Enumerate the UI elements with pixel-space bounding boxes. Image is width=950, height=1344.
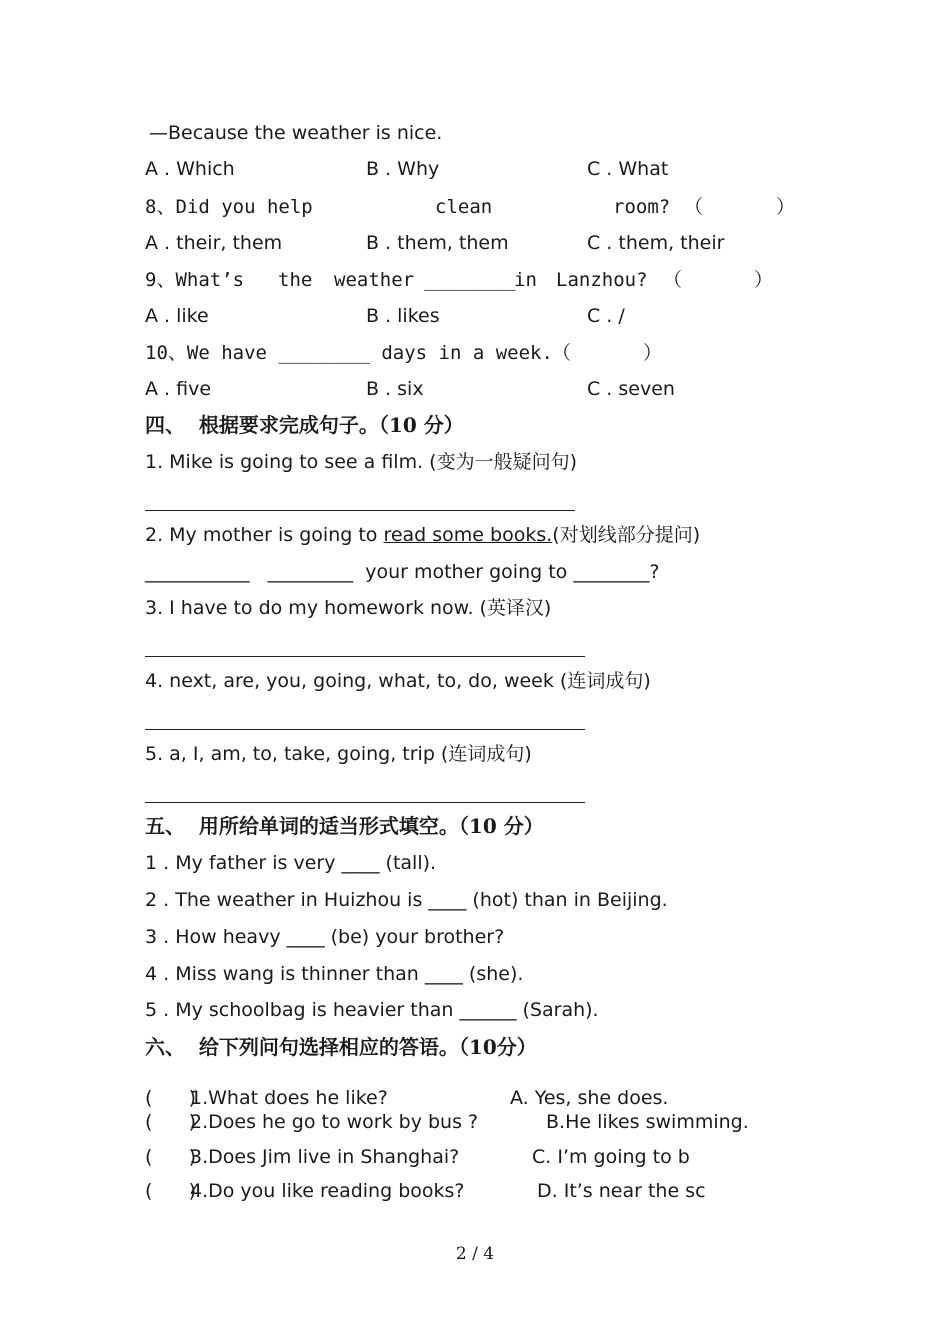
s6-row-1-paren: ( ) — [145, 1087, 197, 1109]
s4-q3: 3. I have to do my homework now. (英译汉) — [145, 597, 552, 619]
s6-row-1-question: 1.What does he like? — [190, 1087, 388, 1109]
section5-heading: 五、 用所给单词的适当形式填空。（10 分） — [145, 814, 544, 838]
s4-q4: 4. next, are, you, going, what, to, do, week (连词成句) — [145, 670, 651, 692]
s6-row-4-question: 4.Do you like reading books? — [190, 1180, 465, 1202]
q9-num: 9、What’s — [145, 269, 245, 291]
q9-weather: weather — [334, 269, 415, 291]
q8-stem: 8、Did you help — [145, 196, 313, 218]
s6-row-3-question: 3.Does Jim live in Shanghai? — [190, 1146, 460, 1168]
q8-option-a: A . their, them — [145, 232, 283, 254]
s6-row-2-question: 2.Does he go to work by bus ? — [190, 1111, 479, 1133]
q7-option-c: C . What — [587, 158, 669, 180]
s4-q2-fill: ___________ _________ your mother going to ________? — [145, 561, 660, 583]
s4-q2 — [145, 523, 700, 547]
s6-row-4-answer: D. It’s near the sc — [537, 1180, 706, 1202]
s6-row-2-paren: ( ) — [145, 1111, 197, 1133]
q9-option-c: C . / — [587, 305, 625, 327]
s4-q1-answer-line — [145, 510, 575, 511]
s6-row-2-answer: B.He likes swimming. — [546, 1111, 749, 1133]
q9-lanzhou: Lanzhou? — [556, 269, 648, 291]
s5-item-4: 4 . Miss wang is thinner than ____ (she). — [145, 963, 524, 985]
q10-option-c: C . seven — [587, 378, 675, 400]
q7-option-a: A . Which — [145, 158, 235, 180]
s4-q5-answer-line — [145, 802, 585, 803]
q7-option-b: B . Why — [366, 158, 440, 180]
q8-option-c: C . them, their — [587, 232, 725, 254]
q9-in: in — [514, 269, 537, 291]
q10-paren-close: ） — [643, 342, 663, 364]
s6-row-3-answer: C. I’m going to b — [532, 1146, 690, 1168]
s4-q2-pre: 2. My mother is going to — [145, 524, 384, 546]
q10-paren-open: （ — [552, 342, 572, 364]
q9-option-a: A . like — [145, 305, 209, 327]
s4-q5: 5. a, I, am, to, take, going, trip (连词成句) — [145, 743, 532, 765]
section4-heading: 四、 根据要求完成句子。（10 分） — [145, 413, 464, 437]
s4-q2-post: (对划线部分提问) — [552, 524, 701, 546]
q7-answer-line: —Because the weather is nice. — [149, 122, 443, 144]
s4-q2-underlined: read some books. — [383, 524, 553, 546]
q10-text: 10、We have ________ days in a week. — [145, 342, 553, 364]
section6-heading: 六、 给下列问句选择相应的答语。（10分） — [145, 1035, 537, 1059]
s5-item-5: 5 . My schoolbag is heavier than ______ (Sarah). — [145, 999, 599, 1021]
s6-row-1-answer: A. Yes, she does. — [510, 1087, 669, 1109]
s4-q1: 1. Mike is going to see a film. (变为一般疑问句) — [145, 451, 577, 473]
q9-option-b: B . likes — [366, 305, 440, 327]
s6-row-3-paren: ( ) — [145, 1146, 197, 1168]
s5-item-3: 3 . How heavy ____ (be) your brother? — [145, 926, 505, 948]
s4-q3-answer-line — [145, 656, 585, 657]
s4-q4-answer-line — [145, 729, 585, 730]
q8-option-b: B . them, them — [366, 232, 509, 254]
q9-paren-close: ） — [754, 269, 774, 291]
s5-item-2: 2 . The weather in Huizhou is ____ (hot) than in Beijing. — [145, 889, 668, 911]
q10-option-b: B . six — [366, 378, 424, 400]
s6-row-4-paren: ( ) — [145, 1180, 197, 1202]
page-number: 2 / 4 — [455, 1244, 495, 1264]
q8-tail: room? — [613, 196, 671, 218]
q9-the: the — [278, 269, 313, 291]
q9-paren-open: （ — [663, 269, 683, 291]
q10-option-a: A . five — [145, 378, 212, 400]
q8-paren-close: ） — [776, 196, 796, 218]
q9-blank: ________ — [424, 269, 516, 291]
q8-paren-open: （ — [684, 196, 704, 218]
q8-word: clean — [435, 196, 493, 218]
s5-item-1: 1 . My father is very ____ (tall). — [145, 852, 437, 874]
